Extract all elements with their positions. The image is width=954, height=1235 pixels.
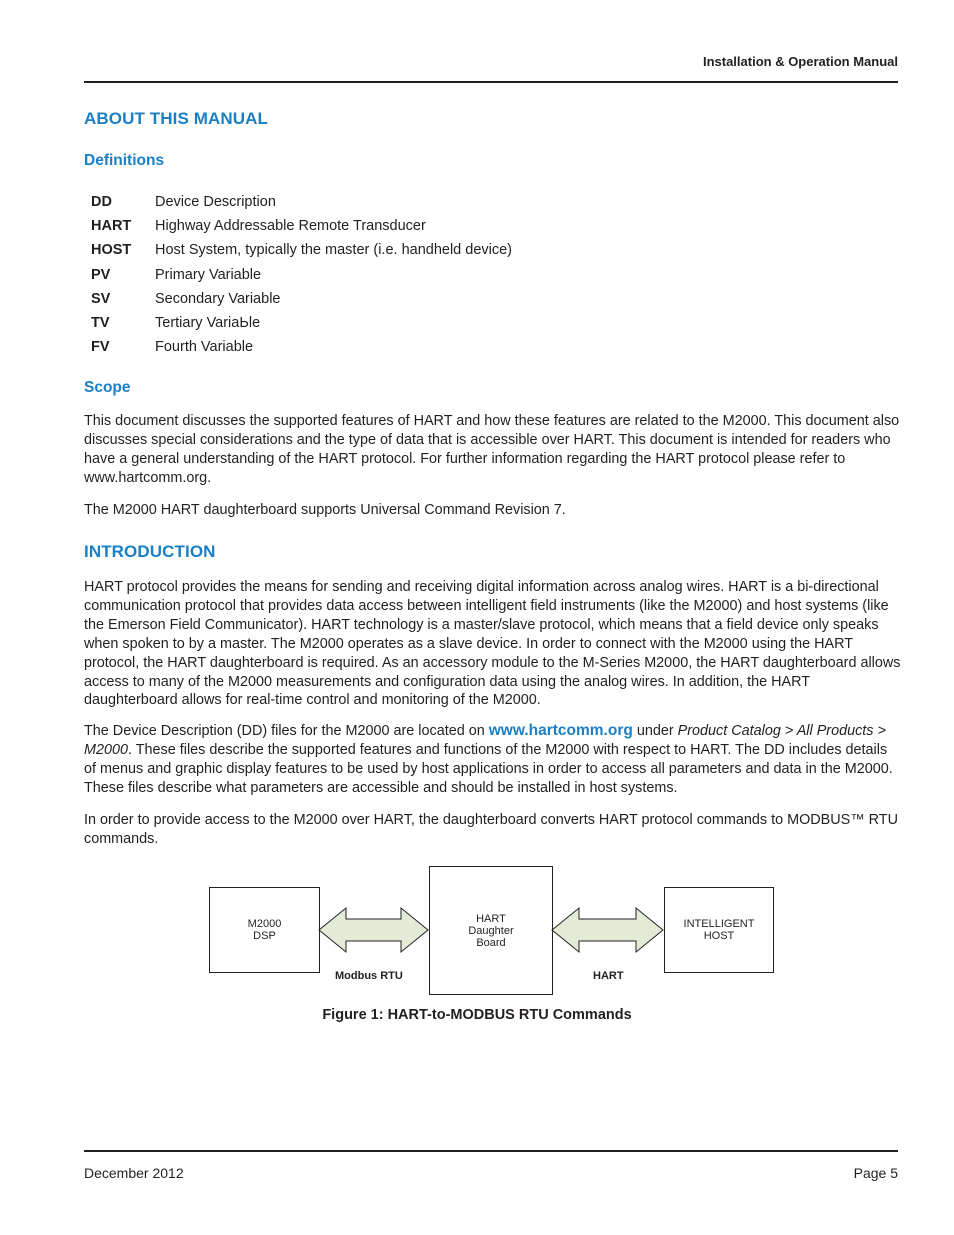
definition-term: HART xyxy=(91,218,132,235)
modbus-rtu-label: Modbus RTU xyxy=(335,970,403,982)
definition-term: HOST xyxy=(91,242,132,259)
definition-term: SV xyxy=(91,290,111,307)
p2-text-under: under xyxy=(632,723,678,739)
m2000-dsp-box xyxy=(209,887,320,973)
about-heading: ABOUT THIS MANUAL xyxy=(84,109,268,128)
definition-desc: Tertiary VariaЬle xyxy=(155,314,261,331)
definitions-heading: Definitions xyxy=(84,152,165,169)
scope-paragraph-2: The M2000 HART daughterboard supports Universal Command Revision 7. xyxy=(84,502,566,518)
definition-term: TV xyxy=(91,314,110,331)
definition-row xyxy=(91,190,512,214)
header-title: Installation & Operation Manual xyxy=(702,54,898,69)
figure-caption: Figure 1: HART-to-MODBUS RTU Commands xyxy=(322,1007,632,1023)
definition-desc: Host System, typically the master (i.e. handheld device) xyxy=(155,242,513,259)
p2-text-start: The Device Description (DD) files for the M2000 are located on xyxy=(84,723,489,739)
definition-desc: Device Description xyxy=(155,194,276,210)
definition-term: FV xyxy=(91,339,110,356)
definition-desc: Primary Variable xyxy=(155,266,262,283)
p2-text-rest: . These files describe the supported features and functions of the M2000 with respect to HART. The DD includes details of menus and graphic display features to be used by host applications in order to access all parameters and data in the M2000. These files describe what parameters are accessible and should be installed in host systems. xyxy=(84,741,893,796)
p2-catalog-path: Product Catalog > All Products > M2000 xyxy=(84,723,886,758)
definition-desc: Highway Addressable Remote Transducer xyxy=(155,218,426,235)
hart-daughter-board-box xyxy=(429,866,553,995)
footer-date: December 2012 xyxy=(84,1165,184,1181)
hart-daughter-board-label: HART Daughter Board xyxy=(468,912,514,949)
scope-paragraph-1: This document discusses the supported features of HART and how these features are related to the M2000. This document also discusses special considerations and the type of data that is accessible over HART. This document is intended for readers who have a general understanding of the HART protocol. For further information regarding the HART protocol please refer to www.hartcomm.org. xyxy=(84,413,900,486)
hartcomm-link[interactable]: www.hartcomm.org xyxy=(488,722,633,739)
definition-row xyxy=(91,214,512,238)
modbus-double-arrow xyxy=(319,908,428,952)
footer-rule xyxy=(84,1150,898,1152)
definition-row xyxy=(91,263,512,287)
introduction-heading: INTRODUCTION xyxy=(84,542,216,561)
definition-desc: Secondary Variable xyxy=(155,290,281,307)
scope-heading: Scope xyxy=(84,379,131,396)
definition-term: PV xyxy=(91,266,111,283)
definition-desc: Fourth Variable xyxy=(155,339,254,356)
definition-row xyxy=(91,238,512,262)
definition-row xyxy=(91,335,512,359)
hart-double-arrow xyxy=(552,908,663,952)
footer-page-number: Page 5 xyxy=(853,1165,898,1181)
introduction-paragraph-1: HART protocol provides the means for sending and receiving digital information across analog wires. HART is a bi-directional communication protocol that provides data access between intelligent field instruments (like the M2000) and host systems (like the Emerson Field Communicator). HART technology is a master/slave protocol, which means that a field device only speaks when spoken to by a master. The M2000 operates as a slave device. In order to connect with the M2000 using the HART protocol, the HART daughterboard is required. As an accessory module to the M-Series M2000, the HART daughterboard allows access to many of the M2000 measurements and configuration data using the analog wires. In addition, the HART daughterboard allows for real-time control and monitoring of the M2000. xyxy=(84,579,901,709)
definition-term: DD xyxy=(91,194,112,210)
intelligent-host-label: INTELLIGENT HOST xyxy=(683,918,755,942)
intelligent-host-box xyxy=(664,887,774,973)
m2000-dsp-label: M2000 DSP xyxy=(247,918,282,942)
header-rule xyxy=(84,81,898,83)
definitions-list xyxy=(91,190,512,359)
hart-label: HART xyxy=(593,970,624,982)
introduction-paragraph-2 xyxy=(84,722,902,798)
definition-row xyxy=(91,311,512,335)
introduction-paragraph-3: In order to provide access to the M2000 over HART, the daughterboard converts HART protocol commands to MODBUS™ RTU commands. xyxy=(84,812,898,847)
definition-row xyxy=(91,287,512,311)
